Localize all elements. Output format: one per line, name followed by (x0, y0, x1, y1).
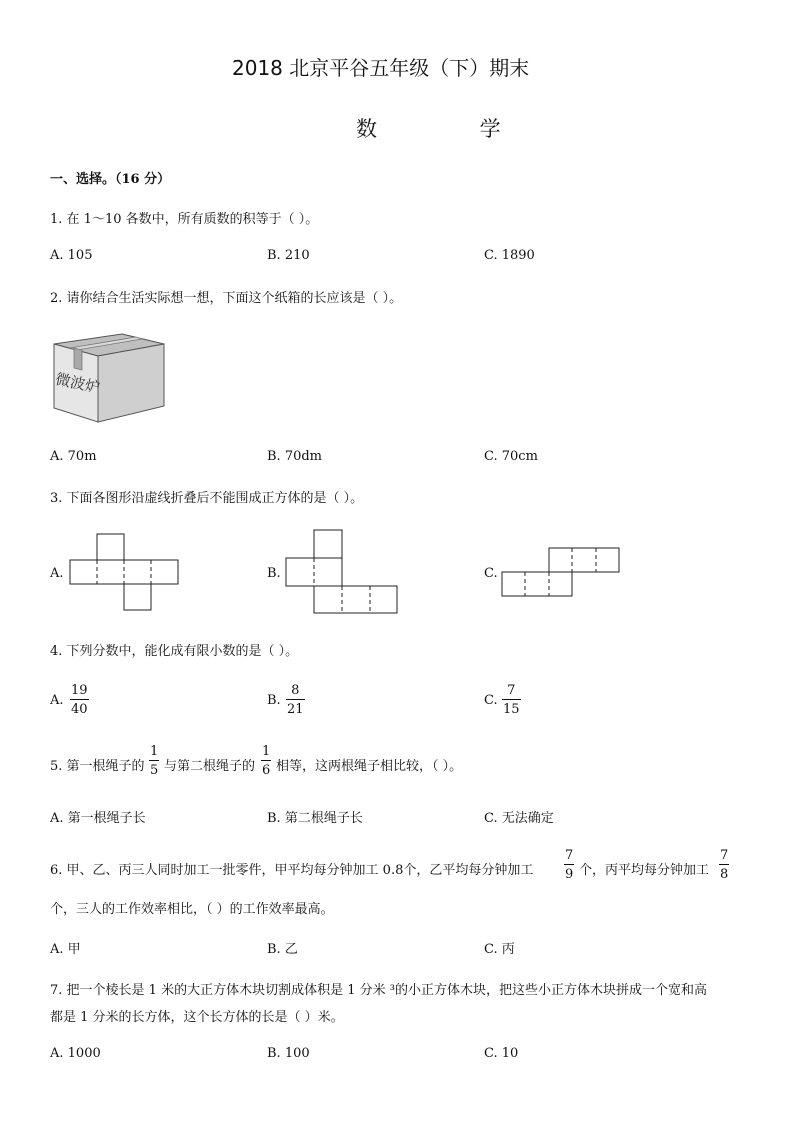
q4-option-a-label: A. (50, 693, 64, 708)
q4-fraction-b (286, 684, 305, 716)
question-1-text: 1. 在 1～10 各数中，所有质数的积等于（ ）。 (50, 212, 319, 227)
q6-option-b: B. 乙 (267, 942, 298, 957)
q4-fraction-a (70, 684, 89, 716)
page-title: 2018 北京平谷五年级（下）期末 (232, 56, 530, 80)
q3-net-b (286, 530, 398, 614)
q6-fraction-1 (564, 849, 574, 881)
q4-option-c-label: C. (484, 693, 498, 708)
question-6-text-part2: 个，丙平均每分钟加工 (579, 863, 710, 878)
fraction-denominator: 5 (150, 763, 159, 778)
fraction-denominator: 9 (565, 867, 574, 882)
question-5-text-part2: 与第二根绳子的 (164, 759, 256, 774)
q5-option-a: A. 第一根绳子长 (50, 811, 146, 826)
q6-option-c: C. 丙 (484, 942, 515, 957)
question-6-text-part1: 6. 甲、乙、丙三人同时加工一批零件，甲平均每分钟加工 0.8个，乙平均每分钟加工 (50, 863, 534, 878)
fraction-numerator: 1 (150, 744, 159, 759)
q2-option-c: C. 70cm (484, 449, 538, 464)
q3-net-c (502, 548, 622, 598)
q7-option-a: A. 1000 (50, 1046, 101, 1061)
section-heading: 一、选择。（16 分） (50, 172, 171, 187)
q7-option-b: B. 100 (267, 1046, 310, 1061)
fraction-numerator: 19 (71, 683, 88, 698)
fraction-numerator: 7 (565, 848, 574, 863)
q1-option-a: A. 105 (50, 248, 93, 263)
q3-option-c-label: C. (484, 566, 498, 581)
fraction-denominator: 21 (287, 702, 304, 717)
q7-option-c: C. 10 (484, 1046, 519, 1061)
box-label: 微波炉 (53, 369, 102, 397)
subject-title: 数 学 (356, 117, 549, 141)
q4-option-b-label: B. (267, 693, 281, 708)
question-3-text: 3. 下面各图形沿虚线折叠后不能围成正方体的是（ ）。 (50, 491, 364, 506)
q3-option-b-label: B. (267, 566, 281, 581)
fraction-numerator: 8 (291, 683, 300, 698)
fraction-numerator: 7 (720, 848, 729, 863)
question-7-text-line2: 都是 1 分米的长方体，这个长方体的长是（ ）米。 (50, 1010, 344, 1025)
q6-fraction-2 (719, 849, 729, 881)
fraction-denominator: 6 (262, 763, 271, 778)
q3-option-a-label: A. (50, 566, 64, 581)
q2-option-b: B. 70dm (267, 449, 323, 464)
fraction-numerator: 1 (262, 744, 271, 759)
question-5-text-part3: 相等，这两根绳子相比较，（ ）。 (276, 759, 463, 774)
question-2-text: 2. 请你结合生活实际想一想，下面这个纸箱的长应该是（ ）。 (50, 291, 403, 306)
q6-option-a: A. 甲 (50, 942, 81, 957)
fraction-denominator: 8 (720, 867, 729, 882)
q5-option-b: B. 第二根绳子长 (267, 811, 363, 826)
q2-option-a: A. 70m (50, 449, 97, 464)
q4-fraction-c (502, 684, 521, 716)
q1-option-c: C. 1890 (484, 248, 535, 263)
q1-option-b: B. 210 (267, 248, 310, 263)
q5-fraction-2 (261, 745, 271, 777)
question-4-text: 4. 下列分数中，能化成有限小数的是（ ）。 (50, 644, 299, 659)
question-6-text-line2: 个，三人的工作效率相比，（ ）的工作效率最高。 (50, 902, 334, 917)
fraction-denominator: 15 (503, 702, 520, 717)
fraction-denominator: 40 (71, 702, 88, 717)
q5-option-c: C. 无法确定 (484, 811, 554, 826)
q5-fraction-1 (149, 745, 159, 777)
fraction-numerator: 7 (507, 683, 516, 698)
question-5-text-part1: 5. 第一根绳子的 (50, 759, 145, 774)
q3-net-a (70, 534, 178, 612)
question-7-text-line1: 7. 把一个棱长是 1 米的大正方体木块切割成体积是 1 分米 ³的小正方体木块，把这些小正方体木块拼成一个宽和高 (50, 983, 707, 998)
